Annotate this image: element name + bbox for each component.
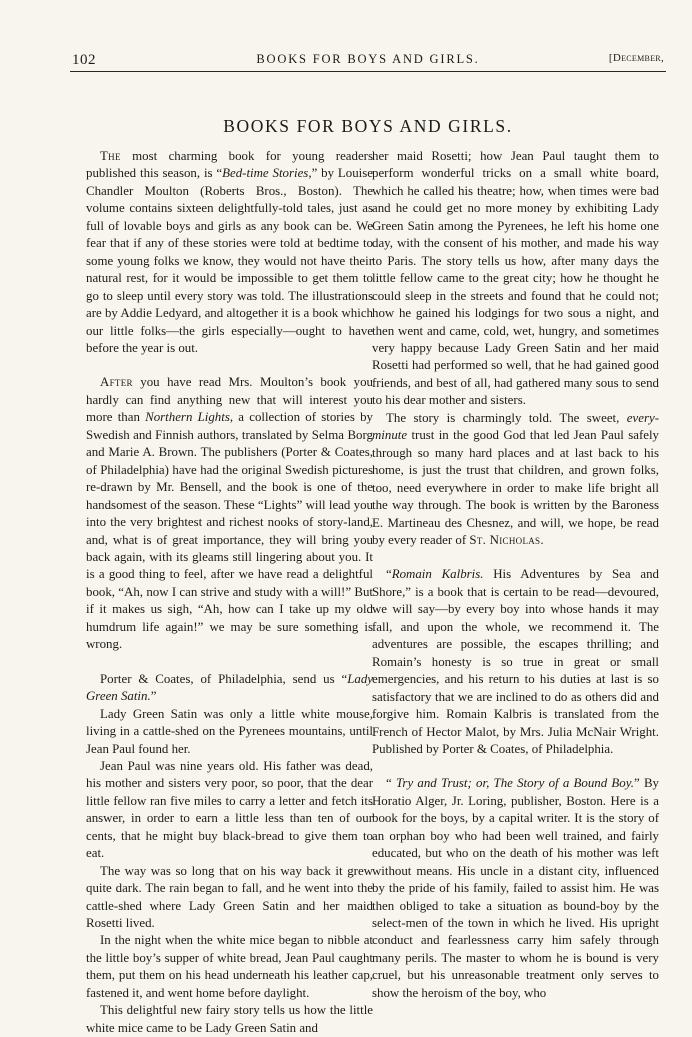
italic-title: Lady Green Satin. [86, 671, 373, 704]
article-paragraph [372, 566, 659, 758]
paragraph-text: This delightful new fairy story tells us how the little white mice came to be Lady Green Satin and [86, 1003, 373, 1035]
italic-title: Bed-time Stories, [222, 166, 312, 181]
issue-month: [December, [608, 52, 664, 64]
italic-title: every-minute [372, 410, 659, 443]
right-column [372, 148, 659, 1002]
article-paragraph [372, 410, 659, 550]
paragraph-text: ” [150, 689, 157, 704]
paragraph-text: Porter & Coates, of Philadelphia, send us “ [100, 671, 348, 686]
article-paragraph [372, 775, 659, 1002]
paragraph-text: “ [386, 776, 396, 791]
article-paragraph [86, 932, 373, 1002]
article-paragraph [86, 1002, 373, 1037]
paragraph-text: His Adventures by Sea and Shore,” is a book that is certain to be read—devoured, we will say—by every boy into whose hands it may fall, and upon the whole, we recommend it. The adventures are possible, the escapes thrilling; and Romain’s honesty is so true in great or small emergencies, and his return to his duties at last is so satisfactory that we are inclined to do as others did and forgive him. Romain Kalbris is translated from the French of Hector Malot, by Mrs. Julia McNair Wright. Published by Porter & Coates, of Philadelphia. [372, 567, 659, 756]
article-paragraph [86, 374, 373, 653]
paragraph-text: a collection of stories by Swedish and Finnish authors, translated by Selma Borg and Marie A. Brown. The publishers (Porter & Coates, of Philadelphia) have had the original Swedish pictures re-drawn by Mr. Bensell, and the book is one of the handsomest of the season. These “Lights” will lead you into the very brightest and richest nooks of story-land, and, what is of great importance, they will bring you back again, with its gleams still lingering about you. It is a good thing to feel, after we have read a delightful book, “Ah, now I can strive and study with a will!” But if it makes us sigh, “Ah, how can I take up my old humdrum life again!” we may be sure something is wrong. [86, 410, 373, 652]
italic-title: Northern Lights, [145, 410, 234, 425]
paragraph-text: In the night when the white mice began to nibble at the little boy’s supper of white bread, Jean Paul caught them, put them on his head underneath his leather cap, fastened it, and went home before daylight. [86, 933, 373, 1000]
paragraph-text: The way was so long that on his way back it grew quite dark. The rain began to fall, and he went into the cattle-shed where Lady Green Satin and her maid Rosetti lived. [86, 863, 373, 931]
article-paragraph [86, 671, 373, 706]
small-caps-text: After [100, 375, 133, 390]
paragraph-text: Jean Paul was nine years old. His father was dead, his mother and sisters very poor, so poor, that the dear little fellow ran five miles to carry a letter and fetch its answer, in order to earn a little less than ten of our cents, that he might buy black-bread to give them to eat. [86, 758, 373, 861]
paragraph-text: ” by Louise Chandler Moulton (Roberts Bros., Boston). The volume contains sixteen delightfully-told tales, just as full of lovable boys and girls as any book can be. We fear that if any of these stories were told at bedtime to some young folks we know, they would not have their natural rest, for it would be impossible to get them to go to sleep until every story was told. The illustrations are by Addie Ledyard, and altogether it is a book which our little folks—the girls especially—ought to have before the year is out. [86, 166, 373, 355]
paragraph-text: ” By Horatio Alger, Jr. Loring, publisher, Boston. Here is a book for the boys, by a capital writer. It is the story of an orphan boy who had been well trained, and fairly educated, but who on the death of his mother was left without means. His uncle in a distant city, influenced by the pride of his family, failed to assist him. He was then obliged to take a situation as bound-boy by the select-men of the town in which he lived. His upright conduct and fearlessness carry him safely through many perils. The master to whom he is bound is very cruel, but his unreasonable treatment only serves to show the heroism of the boy, who [372, 776, 659, 1000]
article-paragraph [86, 863, 373, 933]
header-rule [70, 71, 666, 72]
article-paragraph [86, 706, 373, 758]
paragraph-text: trust in the good God that led Jean Paul safely through so many hard places and at last back to his home, is just the trust that children, and grown folks, too, need everywhere in order to make life bright all the way through. The book is written by the Baroness E. Martineau des Chesnez, and will, we hope, be read by every reader of [372, 428, 659, 547]
italic-title: Try and Trust; or, The Story of a Bound Boy. [395, 776, 634, 791]
paragraph-text: The story is charmingly told. The sweet, [386, 410, 627, 425]
left-column [86, 148, 373, 1037]
article-paragraph [86, 758, 373, 863]
small-caps-text: The [100, 149, 121, 163]
running-header [72, 52, 664, 72]
article-title: BOOKS FOR BOYS AND GIRLS. [223, 116, 513, 136]
paragraph-text: you have read Mrs. Moulton’s book you hardly can find anything new that will interest you more than [86, 375, 373, 425]
article-paragraph [372, 148, 659, 410]
paragraph-text: Lady Green Satin was only a little white mouse, living in a cattle-shed on the Pyrenees mountains, until Jean Paul found her. [86, 706, 373, 756]
italic-title: Romain Kalbris. [391, 567, 484, 582]
paragraph-text: “ [386, 567, 392, 582]
paragraph-text: her maid Rosetti; how Jean Paul taught them to perform wonderful tricks on a small white board, which he called his theatre; how, when times were bad and he could get no more money by exhibiting Lady Green Satin among the Pyrenees, he left his home one day, with the consent of his mother, and made his way to Paris. The story tells us how, after many days the little fellow came to the great city; how he thought he could sleep in the streets and found that he could not; how he gained his lodgings for two sous a night, and then went and came, cold, wet, hungry, and sometimes very happy because Lady Green Satin and her maid Rosetti had performed so well, that he had gained good friends, and best of all, had gathered many sous to send to his dear mother and sisters. [372, 149, 659, 408]
paragraph-text: most charming book for young readers published this season, is “ [86, 149, 373, 181]
page-number: 102 [72, 52, 96, 68]
article-paragraph [86, 148, 373, 357]
running-title: BOOKS FOR BOYS AND GIRLS. [256, 52, 480, 66]
small-caps-text: St. Nicholas. [469, 532, 544, 547]
